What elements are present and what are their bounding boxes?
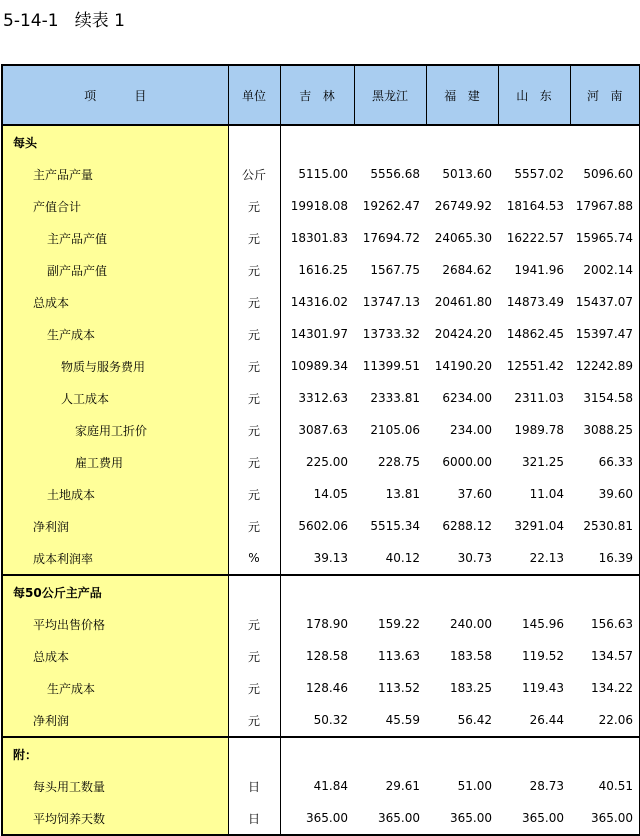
- value-cell: 178.90: [306, 617, 348, 631]
- table-row: [2, 608, 640, 640]
- value-cell: 3088.25: [570, 414, 640, 446]
- value-cell: 15437.07: [570, 286, 640, 318]
- value-cell: 128.46: [306, 681, 348, 695]
- value-cell: 26.44: [529, 713, 564, 727]
- value-cell: 51.00: [457, 779, 492, 793]
- value-cell: 26749.92: [434, 199, 492, 213]
- header-jilin: 吉 林: [280, 65, 354, 125]
- table-row: [2, 770, 640, 802]
- value-cell: [426, 575, 498, 608]
- value-cell: 14.05: [313, 487, 348, 501]
- unit-cell: 日: [228, 770, 280, 802]
- table-row: [2, 704, 640, 737]
- value-cell: 145.96: [522, 617, 564, 631]
- value-cell: [354, 575, 426, 608]
- section-header-row: [2, 125, 640, 158]
- unit-cell: 元: [228, 672, 280, 704]
- table-row: [2, 286, 640, 318]
- value-cell: 2530.81: [570, 510, 640, 542]
- value-cell: [354, 125, 426, 158]
- value-cell: 19918.08: [290, 199, 348, 213]
- row-label: 家庭用工折价: [2, 414, 228, 446]
- value-cell: 11399.51: [362, 359, 420, 373]
- value-cell: 15397.47: [570, 318, 640, 350]
- value-cell: 41.84: [313, 779, 348, 793]
- section-title: 每头: [2, 125, 228, 158]
- value-cell: [498, 737, 570, 770]
- value-cell: 3087.63: [298, 423, 348, 437]
- value-cell: 3291.04: [514, 519, 564, 533]
- value-cell: [570, 575, 640, 608]
- value-cell: 156.63: [570, 608, 640, 640]
- value-cell: 14873.49: [506, 295, 564, 309]
- header-henan: 河 南: [570, 65, 640, 125]
- row-label: 平均饲养天数: [2, 802, 228, 835]
- value-cell: [498, 125, 570, 158]
- value-cell: 40.12: [385, 551, 420, 565]
- value-cell: 5602.06: [298, 519, 348, 533]
- value-cell: 228.75: [378, 455, 420, 469]
- value-cell: 30.73: [457, 551, 492, 565]
- header-row: [2, 65, 640, 125]
- unit-cell: 元: [228, 254, 280, 286]
- value-cell: 12551.42: [506, 359, 564, 373]
- value-cell: 29.61: [385, 779, 420, 793]
- unit-cell: 元: [228, 608, 280, 640]
- section-title: 附：: [2, 737, 228, 770]
- value-cell: [426, 737, 498, 770]
- value-cell: 14316.02: [290, 295, 348, 309]
- section-header-row: [2, 575, 640, 608]
- value-cell: 128.58: [306, 649, 348, 663]
- unit-cell: 元: [228, 414, 280, 446]
- value-cell: 2311.03: [514, 391, 564, 405]
- row-label: 产值合计: [2, 190, 228, 222]
- value-cell: 18301.83: [290, 231, 348, 245]
- unit-cell: [228, 575, 280, 608]
- value-cell: 22.13: [529, 551, 564, 565]
- row-label: 生产成本: [2, 318, 228, 350]
- value-cell: 2105.06: [370, 423, 420, 437]
- header-fujian: 福 建: [426, 65, 498, 125]
- unit-cell: [228, 125, 280, 158]
- value-cell: 11.04: [529, 487, 564, 501]
- header-shandong: 山 东: [498, 65, 570, 125]
- unit-cell: 元: [228, 510, 280, 542]
- statistics-table: [1, 64, 640, 836]
- value-cell: 365.00: [570, 802, 640, 835]
- value-cell: 20424.20: [434, 327, 492, 341]
- unit-cell: 元: [228, 318, 280, 350]
- value-cell: 24065.30: [434, 231, 492, 245]
- value-cell: 5013.60: [442, 167, 492, 181]
- unit-cell: 元: [228, 704, 280, 737]
- header-heilongjiang: 黑龙江: [354, 65, 426, 125]
- table-row: [2, 222, 640, 254]
- value-cell: 13733.32: [362, 327, 420, 341]
- value-cell: 5515.34: [370, 519, 420, 533]
- value-cell: 18164.53: [506, 199, 564, 213]
- value-cell: 6234.00: [442, 391, 492, 405]
- value-cell: 234.00: [450, 423, 492, 437]
- value-cell: 22.06: [570, 704, 640, 737]
- value-cell: [280, 125, 354, 158]
- value-cell: 39.13: [313, 551, 348, 565]
- unit-cell: 元: [228, 640, 280, 672]
- table-row: [2, 158, 640, 190]
- value-cell: 20461.80: [434, 295, 492, 309]
- value-cell: 28.73: [529, 779, 564, 793]
- value-cell: 365.00: [498, 802, 570, 835]
- value-cell: 5115.00: [298, 167, 348, 181]
- unit-cell: 元: [228, 350, 280, 382]
- value-cell: 6288.12: [442, 519, 492, 533]
- value-cell: 14862.45: [506, 327, 564, 341]
- value-cell: [498, 575, 570, 608]
- unit-cell: 元: [228, 222, 280, 254]
- value-cell: 16222.57: [506, 231, 564, 245]
- value-cell: 14301.97: [290, 327, 348, 341]
- value-cell: 12242.89: [570, 350, 640, 382]
- unit-cell: 元: [228, 478, 280, 510]
- value-cell: 3312.63: [298, 391, 348, 405]
- table-row: [2, 802, 640, 835]
- value-cell: 56.42: [457, 713, 492, 727]
- value-cell: 1616.25: [298, 263, 348, 277]
- unit-cell: 元: [228, 286, 280, 318]
- value-cell: 5556.68: [370, 167, 420, 181]
- row-label: 主产品产量: [2, 158, 228, 190]
- value-cell: 134.22: [570, 672, 640, 704]
- value-cell: 2002.14: [570, 254, 640, 286]
- value-cell: 13747.13: [362, 295, 420, 309]
- table-row: [2, 318, 640, 350]
- row-label: 净利润: [2, 704, 228, 737]
- row-label: 成本利润率: [2, 542, 228, 575]
- value-cell: 183.25: [450, 681, 492, 695]
- table-row: [2, 478, 640, 510]
- unit-cell: 元: [228, 382, 280, 414]
- table-row: [2, 254, 640, 286]
- header-unit: 单位: [228, 65, 280, 125]
- value-cell: 183.58: [450, 649, 492, 663]
- table-row: [2, 446, 640, 478]
- value-cell: 365.00: [426, 802, 498, 835]
- value-cell: 66.33: [570, 446, 640, 478]
- value-cell: 17967.88: [570, 190, 640, 222]
- row-label: 雇工费用: [2, 446, 228, 478]
- table-row: [2, 382, 640, 414]
- table-row: [2, 542, 640, 575]
- row-label: 主产品产值: [2, 222, 228, 254]
- value-cell: 2684.62: [442, 263, 492, 277]
- table-row: [2, 510, 640, 542]
- value-cell: 365.00: [354, 802, 426, 835]
- value-cell: 113.63: [378, 649, 420, 663]
- value-cell: [280, 737, 354, 770]
- row-label: 物质与服务费用: [2, 350, 228, 382]
- value-cell: 40.51: [570, 770, 640, 802]
- value-cell: 2333.81: [370, 391, 420, 405]
- row-label: 副产品产值: [2, 254, 228, 286]
- header-item: 项 目: [2, 65, 228, 125]
- value-cell: 5096.60: [570, 158, 640, 190]
- value-cell: 3154.58: [570, 382, 640, 414]
- value-cell: 225.00: [306, 455, 348, 469]
- value-cell: 14190.20: [434, 359, 492, 373]
- section-header-row: [2, 737, 640, 770]
- row-label: 净利润: [2, 510, 228, 542]
- value-cell: [426, 125, 498, 158]
- row-label: 土地成本: [2, 478, 228, 510]
- section-title: 每50公斤主产品: [2, 575, 228, 608]
- value-cell: 1989.78: [514, 423, 564, 437]
- unit-cell: 日: [228, 802, 280, 835]
- value-cell: [570, 737, 640, 770]
- row-label: 生产成本: [2, 672, 228, 704]
- table-row: [2, 190, 640, 222]
- value-cell: 119.43: [522, 681, 564, 695]
- row-label: 总成本: [2, 640, 228, 672]
- value-cell: [280, 575, 354, 608]
- value-cell: 5557.02: [514, 167, 564, 181]
- value-cell: 134.57: [570, 640, 640, 672]
- row-label: 总成本: [2, 286, 228, 318]
- value-cell: 365.00: [280, 802, 354, 835]
- table-row: [2, 672, 640, 704]
- value-cell: 10989.34: [290, 359, 348, 373]
- table-row: [2, 350, 640, 382]
- value-cell: [570, 125, 640, 158]
- row-label: 人工成本: [2, 382, 228, 414]
- value-cell: 13.81: [385, 487, 420, 501]
- row-label: 平均出售价格: [2, 608, 228, 640]
- value-cell: 15965.74: [570, 222, 640, 254]
- value-cell: 1567.75: [370, 263, 420, 277]
- value-cell: 1941.96: [514, 263, 564, 277]
- table-row: [2, 640, 640, 672]
- unit-cell: [228, 737, 280, 770]
- unit-cell: 公斤: [228, 158, 280, 190]
- value-cell: 159.22: [378, 617, 420, 631]
- value-cell: 321.25: [522, 455, 564, 469]
- unit-cell: 元: [228, 190, 280, 222]
- value-cell: 45.59: [385, 713, 420, 727]
- unit-cell: 元: [228, 446, 280, 478]
- row-label: 每头用工数量: [2, 770, 228, 802]
- page-title: 5-14-1 续表 1: [3, 11, 125, 31]
- value-cell: 119.52: [522, 649, 564, 663]
- table-body: [2, 125, 640, 835]
- value-cell: 240.00: [450, 617, 492, 631]
- value-cell: 17694.72: [362, 231, 420, 245]
- value-cell: 19262.47: [362, 199, 420, 213]
- value-cell: 37.60: [457, 487, 492, 501]
- table-row: [2, 414, 640, 446]
- value-cell: 39.60: [570, 478, 640, 510]
- unit-cell: %: [228, 542, 280, 575]
- value-cell: 6000.00: [442, 455, 492, 469]
- value-cell: [354, 737, 426, 770]
- value-cell: 113.52: [378, 681, 420, 695]
- value-cell: 50.32: [313, 713, 348, 727]
- value-cell: 16.39: [570, 542, 640, 575]
